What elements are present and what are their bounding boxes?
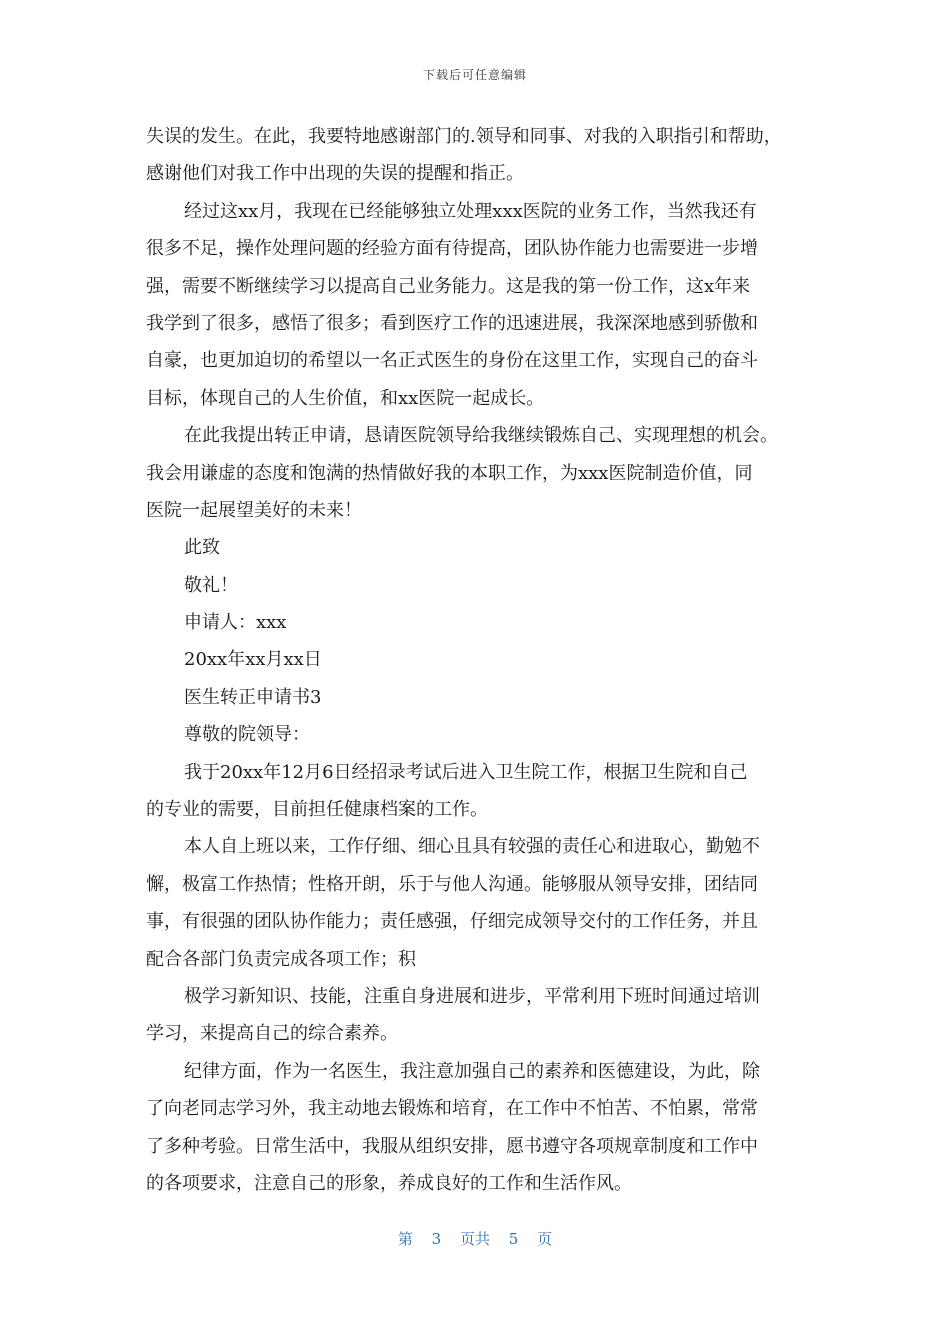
text-line: 极学习新知识、技能，注重自身进展和进步，平常利用下班时间通过培训 bbox=[184, 985, 760, 1007]
applicant-signature: 申请人：xxx bbox=[184, 612, 287, 634]
text-line: 懈，极富工作热情；性格开朗，乐于与他人沟通。能够服从领导安排，团结同 bbox=[146, 873, 758, 895]
text-line: 目标，体现自己的人生价值，和xx医院一起成长。 bbox=[146, 387, 545, 409]
text-line: 经过这xx月，我现在已经能够独立处理xxx医院的业务工作，当然我还有 bbox=[184, 200, 757, 222]
closing-respect: 敬礼！ bbox=[184, 574, 238, 596]
text-line: 感谢他们对我工作中出现的失误的提醒和指正。 bbox=[146, 163, 524, 185]
text-line: 的各项要求，注意自己的形象，养成良好的工作和生活作风。 bbox=[146, 1172, 632, 1194]
text-line: 我会用谦虚的态度和饱满的热情做好我的本职工作，为xxx医院制造价值，同 bbox=[146, 462, 753, 484]
text-line: 失误的发生。在此，我要特地感谢部门的.领导和同事、对我的入职指引和帮助， bbox=[146, 126, 782, 147]
section-title: 医生转正申请书3 bbox=[184, 686, 322, 708]
closing-salutation: 此致 bbox=[184, 537, 220, 559]
text-line: 医院一起展望美好的未来！ bbox=[146, 499, 362, 521]
text-line: 了多种考验。日常生活中，我服从组织安排，愿书遵守各项规章制度和工作中 bbox=[146, 1135, 758, 1157]
text-line: 配合各部门负责完成各项工作；积 bbox=[146, 948, 416, 970]
page-header: 下载后可任意编辑 bbox=[422, 68, 527, 82]
greeting: 尊敬的院领导： bbox=[184, 724, 310, 746]
page-number: 第 3 页共 5 页 bbox=[397, 1230, 553, 1248]
text-line: 事，有很强的团队协作能力；责任感强，仔细完成领导交付的工作任务，并且 bbox=[146, 911, 758, 933]
text-line: 强，需要不断继续学习以提高自己业务能力。这是我的第一份工作，这x年来 bbox=[146, 275, 751, 297]
application-date: 20xx年xx月xx日 bbox=[184, 649, 322, 671]
text-line: 了向老同志学习外，我主动地去锻炼和培育，在工作中不怕苦、不怕累，常常 bbox=[146, 1098, 758, 1120]
text-line: 在此我提出转正申请，恳请医院领导给我继续锻炼自己、实现理想的机会。 bbox=[184, 425, 778, 447]
text-line: 学习，来提高自己的综合素养。 bbox=[146, 1023, 398, 1045]
document-body bbox=[146, 118, 826, 1202]
text-line: 的专业的需要，目前担任健康档案的工作。 bbox=[146, 799, 488, 821]
text-line: 本人自上班以来，工作仔细、细心且具有较强的责任心和进取心，勤勉不 bbox=[184, 836, 760, 858]
text-line: 自豪，也更加迫切的希望以一名正式医生的身份在这里工作，实现自己的奋斗 bbox=[146, 350, 758, 372]
text-line: 很多不足，操作处理问题的经验方面有待提高，团队协作能力也需要进一步增 bbox=[146, 238, 758, 260]
text-line: 我学到了很多，感悟了很多；看到医疗工作的迅速进展，我深深地感到骄傲和 bbox=[146, 312, 758, 334]
text-line: 纪律方面，作为一名医生，我注意加强自己的素养和医德建设，为此，除 bbox=[184, 1060, 760, 1082]
text-line: 我于20xx年12月6日经招录考试后进入卫生院工作，根据卫生院和自己 bbox=[184, 761, 748, 783]
